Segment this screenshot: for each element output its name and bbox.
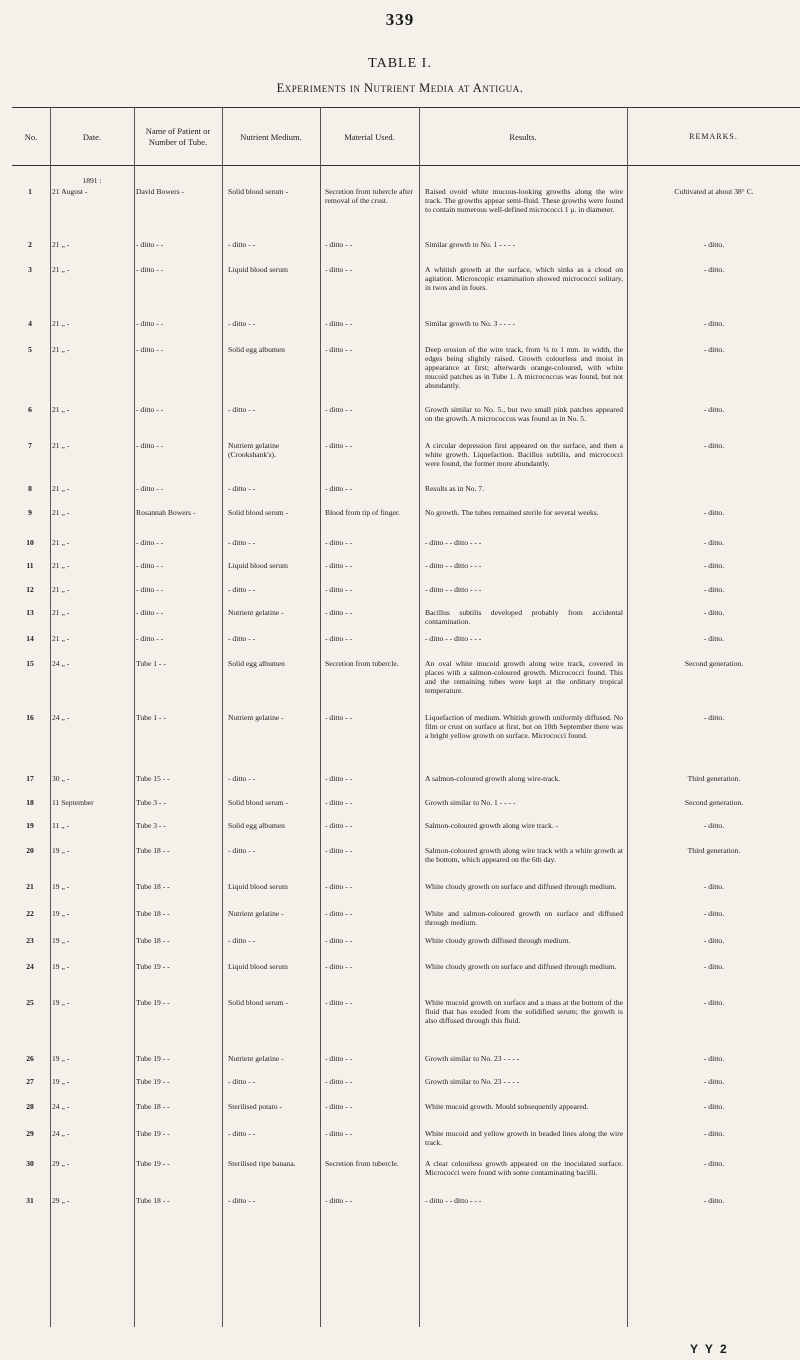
patient-cell: Tube 18 - - bbox=[136, 882, 170, 891]
remarks-cell: - ditto. bbox=[703, 882, 725, 891]
patient-cell: - ditto - - bbox=[136, 345, 164, 354]
date-cell: 21 „ - bbox=[52, 441, 70, 450]
row-number: 8 bbox=[28, 484, 32, 493]
material-cell: Secretion from tubercle. bbox=[325, 1159, 399, 1168]
patient-cell: Tube 19 - - bbox=[136, 1159, 170, 1168]
signature-mark: Y Y 2 bbox=[690, 1342, 729, 1356]
medium-cell: Solid blood serum - bbox=[228, 998, 289, 1007]
row-number: 21 bbox=[26, 882, 34, 891]
date-cell: 21 August - bbox=[52, 187, 88, 196]
results-cell: - ditto - - ditto - - - bbox=[425, 1196, 482, 1205]
results-cell: A salmon-coloured growth along wire-track. bbox=[425, 774, 561, 783]
results-cell: Growth similar to No. 1 - - - - bbox=[425, 798, 516, 807]
material-cell: - ditto - - bbox=[325, 798, 353, 807]
row-number: 4 bbox=[28, 319, 32, 328]
column-divider bbox=[320, 107, 321, 1327]
results-cell: White cloudy growth on surface and diffused through medium. bbox=[425, 882, 617, 891]
results-cell: White cloudy growth on surface and diffused through medium. bbox=[425, 962, 617, 971]
table-title: TABLE I. bbox=[368, 56, 432, 71]
row-number: 3 bbox=[28, 265, 32, 274]
remarks-cell: - ditto. bbox=[703, 1077, 725, 1086]
date-cell: 19 „ - bbox=[52, 962, 70, 971]
results-cell: - ditto - - ditto - - - bbox=[425, 585, 482, 594]
results-cell: A whitish growth at the surface, which sinks as a cloud on agitation. Microscopic examination showed micrococci solitary, in twos and in fours. bbox=[425, 265, 623, 293]
medium-cell: - ditto - - bbox=[228, 585, 256, 594]
medium-cell: Nutrient gelatine - bbox=[228, 608, 284, 617]
medium-cell: Sterilised potato - bbox=[228, 1102, 282, 1111]
row-number: 17 bbox=[26, 774, 34, 783]
medium-cell: Nutrient gelatine - bbox=[228, 909, 284, 918]
row-number: 5 bbox=[28, 345, 32, 354]
date-cell: 21 „ - bbox=[52, 405, 70, 414]
row-number: 22 bbox=[26, 909, 34, 918]
material-cell: Secretion from tubercle after removal of the crust. bbox=[325, 187, 413, 206]
remarks-cell: - ditto. bbox=[703, 240, 725, 249]
row-number: 1 bbox=[28, 187, 32, 196]
remarks-cell: - ditto. bbox=[703, 1054, 725, 1063]
medium-cell: Liquid blood serum bbox=[228, 561, 288, 570]
patient-cell: Tube 18 - - bbox=[136, 846, 170, 855]
medium-cell: - ditto - - bbox=[228, 319, 256, 328]
row-number: 16 bbox=[26, 713, 34, 722]
results-cell: - ditto - - ditto - - - bbox=[425, 561, 482, 570]
material-cell: - ditto - - bbox=[325, 240, 353, 249]
date-cell: 19 „ - bbox=[52, 1054, 70, 1063]
material-cell: - ditto - - bbox=[325, 405, 353, 414]
material-cell: - ditto - - bbox=[325, 774, 353, 783]
medium-cell: - ditto - - bbox=[228, 1196, 256, 1205]
remarks-cell: - ditto. bbox=[703, 1196, 725, 1205]
results-cell: Raised ovoid white mucous-looking growths along the wire track. The growths appear semi-fluid. These growths were found to contain numerous well-defined micrococci 1 μ. in diameter. bbox=[425, 187, 623, 215]
column-divider bbox=[627, 107, 628, 1327]
date-cell: 24 „ - bbox=[52, 1129, 70, 1138]
medium-cell: - ditto - - bbox=[228, 484, 256, 493]
patient-cell: Tube 1 - - bbox=[136, 659, 166, 668]
material-cell: - ditto - - bbox=[325, 936, 353, 945]
header-bottom-rule bbox=[12, 165, 800, 166]
remarks-cell: - ditto. bbox=[703, 1102, 725, 1111]
row-number: 10 bbox=[26, 538, 34, 547]
remarks-cell: - ditto. bbox=[703, 319, 725, 328]
row-number: 15 bbox=[26, 659, 34, 668]
date-cell: 21 „ - bbox=[52, 265, 70, 274]
results-cell: White mucoid and yellow growth in beaded lines along the wire track. bbox=[425, 1129, 623, 1148]
header-date: Date. bbox=[82, 131, 102, 142]
row-number: 30 bbox=[26, 1159, 34, 1168]
results-cell: Growth similar to No. 23 - - - - bbox=[425, 1077, 520, 1086]
date-cell: 19 „ - bbox=[52, 909, 70, 918]
medium-cell: Nutrient gelatine - bbox=[228, 1054, 284, 1063]
patient-cell: Tube 18 - - bbox=[136, 936, 170, 945]
results-cell: A clear colourless growth appeared on the inoculated surface. Micrococci were found with some contaminating bacilli. bbox=[425, 1159, 623, 1178]
date-cell: 21 „ - bbox=[52, 484, 70, 493]
row-number: 11 bbox=[26, 561, 34, 570]
date-cell: 19 „ - bbox=[52, 936, 70, 945]
patient-cell: Tube 3 - - bbox=[136, 821, 166, 830]
date-cell: 24 „ - bbox=[52, 713, 70, 722]
date-cell: 21 „ - bbox=[52, 240, 70, 249]
remarks-cell: - ditto. bbox=[703, 561, 725, 570]
medium-cell: - ditto - - bbox=[228, 405, 256, 414]
patient-cell: - ditto - - bbox=[136, 484, 164, 493]
medium-cell: Solid blood serum - bbox=[228, 187, 289, 196]
header-material: Material Used. bbox=[344, 131, 395, 142]
remarks-cell: Third generation. bbox=[687, 846, 741, 855]
date-cell: 21 „ - bbox=[52, 561, 70, 570]
material-cell: - ditto - - bbox=[325, 1196, 353, 1205]
results-cell: Similar growth to No. 3 - - - - bbox=[425, 319, 516, 328]
remarks-cell: - ditto. bbox=[703, 821, 725, 830]
results-cell: Deep erosion of the wire track, from ¼ to 1 mm. in width, the edges being slightly raised. Growth colourless and moist in appearance at first; afterwards orange-coloured, with white mucoid patches as in Tube 1. A micrococcus was found, but not abundantly. bbox=[425, 345, 623, 391]
row-number: 9 bbox=[28, 508, 32, 517]
material-cell: - ditto - - bbox=[325, 909, 353, 918]
results-cell: Growth similar to No. 23 - - - - bbox=[425, 1054, 520, 1063]
patient-cell: Tube 19 - - bbox=[136, 1129, 170, 1138]
medium-cell: Liquid blood serum bbox=[228, 962, 288, 971]
remarks-cell: Third generation. bbox=[687, 774, 741, 783]
medium-cell: - ditto - - bbox=[228, 634, 256, 643]
results-cell: White mucoid growth. Mould subsequently appeared. bbox=[425, 1102, 589, 1111]
medium-cell: - ditto - - bbox=[228, 774, 256, 783]
material-cell: - ditto - - bbox=[325, 1102, 353, 1111]
row-number: 7 bbox=[28, 441, 32, 450]
results-cell: - ditto - - ditto - - - bbox=[425, 634, 482, 643]
material-cell: Blood from tip of finger. bbox=[325, 508, 400, 517]
results-cell: Growth similar to No. 5., but two small pink patches appeared on the growth. A micrococcus was found as in No. 5. bbox=[425, 405, 623, 424]
results-cell: Results as in No. 7. bbox=[425, 484, 485, 493]
patient-cell: - ditto - - bbox=[136, 538, 164, 547]
medium-cell: - ditto - - bbox=[228, 240, 256, 249]
remarks-cell: - ditto. bbox=[703, 441, 725, 450]
patient-cell: Tube 19 - - bbox=[136, 1054, 170, 1063]
results-cell: An oval white mucoid growth along wire track, covered in places with a salmon-coloured growth. Micrococci found. This and the remaining tubes were kept at the ordinary tropical temperature. bbox=[425, 659, 623, 696]
date-cell: 24 „ - bbox=[52, 1102, 70, 1111]
header-no: No. bbox=[24, 131, 38, 142]
column-divider bbox=[419, 107, 420, 1327]
remarks-cell: - ditto. bbox=[703, 713, 725, 722]
date-cell: 21 „ - bbox=[52, 608, 70, 617]
material-cell: - ditto - - bbox=[325, 265, 353, 274]
date-cell: 19 „ - bbox=[52, 846, 70, 855]
results-cell: Salmon-coloured growth along wire track. - bbox=[425, 821, 559, 830]
date-cell: 29 „ - bbox=[52, 1159, 70, 1168]
date-cell: 21 „ - bbox=[52, 508, 70, 517]
medium-cell: - ditto - - bbox=[228, 1077, 256, 1086]
column-divider bbox=[222, 107, 223, 1327]
remarks-cell: Cultivated at about 38° C. bbox=[674, 187, 754, 196]
patient-cell: David Bowers - bbox=[136, 187, 185, 196]
patient-cell: - ditto - - bbox=[136, 585, 164, 594]
remarks-cell: Second generation. bbox=[684, 798, 744, 807]
row-number: 13 bbox=[26, 608, 34, 617]
row-number: 25 bbox=[26, 998, 34, 1007]
results-cell: A circular depression first appeared on the surface, and then a white growth. Liquefaction. Bacillus subtilis, and micrococci were found, the former more abundantly. bbox=[425, 441, 623, 469]
remarks-cell: - ditto. bbox=[703, 909, 725, 918]
row-number: 24 bbox=[26, 962, 34, 971]
table-caption: Experiments in Nutrient Media at Antigua. bbox=[276, 81, 524, 95]
date-cell: 11 September bbox=[52, 798, 94, 807]
results-cell: Liquefaction of medium. Whitish growth uniformly diffused. No film or crust on surface at first, but on 10th September there was a bright yellow growth on surface. Micrococci found. bbox=[425, 713, 623, 741]
material-cell: - ditto - - bbox=[325, 1054, 353, 1063]
row-number: 14 bbox=[26, 634, 34, 643]
material-cell: - ditto - - bbox=[325, 441, 353, 450]
remarks-cell: - ditto. bbox=[703, 1159, 725, 1168]
date-cell: 21 „ - bbox=[52, 585, 70, 594]
column-divider bbox=[134, 107, 135, 1327]
medium-cell: Solid blood serum - bbox=[228, 798, 289, 807]
medium-cell: Solid egg albumen bbox=[228, 821, 285, 830]
remarks-cell: - ditto. bbox=[703, 538, 725, 547]
row-number: 26 bbox=[26, 1054, 34, 1063]
patient-cell: - ditto - - bbox=[136, 634, 164, 643]
results-cell: Bacillus subtilis developed probably from accidental contamination. bbox=[425, 608, 623, 627]
results-cell: Salmon-coloured growth along wire track with a white growth at the bottom, which appeared on the 6th day. bbox=[425, 846, 623, 865]
page-number: 339 bbox=[385, 10, 415, 29]
remarks-cell: - ditto. bbox=[703, 608, 725, 617]
remarks-cell: - ditto. bbox=[703, 265, 725, 274]
remarks-cell: - ditto. bbox=[703, 936, 725, 945]
patient-cell: Rosannah Bowers - bbox=[136, 508, 196, 517]
patient-cell: Tube 19 - - bbox=[136, 962, 170, 971]
patient-cell: - ditto - - bbox=[136, 561, 164, 570]
row-number: 18 bbox=[26, 798, 34, 807]
patient-cell: - ditto - - bbox=[136, 405, 164, 414]
medium-cell: - ditto - - bbox=[228, 1129, 256, 1138]
patient-cell: - ditto - - bbox=[136, 265, 164, 274]
header-remarks: REMARKS. bbox=[689, 132, 738, 141]
material-cell: - ditto - - bbox=[325, 634, 353, 643]
row-number: 31 bbox=[26, 1196, 34, 1205]
patient-cell: - ditto - - bbox=[136, 319, 164, 328]
material-cell: - ditto - - bbox=[325, 538, 353, 547]
patient-cell: Tube 19 - - bbox=[136, 998, 170, 1007]
row-number: 29 bbox=[26, 1129, 34, 1138]
header-top-rule bbox=[12, 107, 800, 108]
row-number: 12 bbox=[26, 585, 34, 594]
results-cell: White mucoid growth on surface and a mass at the bottom of the fluid that has exuded from the solidified serum; the growth is also diffused through this fluid. bbox=[425, 998, 623, 1026]
material-cell: - ditto - - bbox=[325, 1077, 353, 1086]
row-number: 28 bbox=[26, 1102, 34, 1111]
date-cell: 30 „ - bbox=[52, 774, 70, 783]
material-cell: - ditto - - bbox=[325, 561, 353, 570]
material-cell: - ditto - - bbox=[325, 608, 353, 617]
remarks-cell: - ditto. bbox=[703, 1129, 725, 1138]
date-cell: 21 „ - bbox=[52, 634, 70, 643]
row-number: 2 bbox=[28, 240, 32, 249]
material-cell: - ditto - - bbox=[325, 882, 353, 891]
patient-cell: - ditto - - bbox=[136, 608, 164, 617]
date-cell: 19 „ - bbox=[52, 1077, 70, 1086]
results-cell: - ditto - - ditto - - - bbox=[425, 538, 482, 547]
medium-cell: - ditto - - bbox=[228, 936, 256, 945]
header-patient: Name of Patient or Number of Tube. bbox=[145, 126, 211, 147]
medium-cell: Nutrient gelatine - bbox=[228, 713, 284, 722]
material-cell: - ditto - - bbox=[325, 962, 353, 971]
material-cell: Secretion from tubercle. bbox=[325, 659, 399, 668]
date-cell: 21 „ - bbox=[52, 345, 70, 354]
date-cell: 21 „ - bbox=[52, 319, 70, 328]
header-results: Results. bbox=[509, 131, 537, 142]
material-cell: - ditto - - bbox=[325, 1129, 353, 1138]
results-cell: White and salmon-coloured growth on surface and diffused through medium. bbox=[425, 909, 623, 928]
remarks-cell: - ditto. bbox=[703, 345, 725, 354]
patient-cell: Tube 18 - - bbox=[136, 909, 170, 918]
row-number: 23 bbox=[26, 936, 34, 945]
remarks-cell: - ditto. bbox=[703, 405, 725, 414]
material-cell: - ditto - - bbox=[325, 585, 353, 594]
date-cell: 11 „ - bbox=[52, 821, 70, 830]
patient-cell: Tube 18 - - bbox=[136, 1102, 170, 1111]
date-cell: 29 „ - bbox=[52, 1196, 70, 1205]
results-cell: No growth. The tubes remained sterile for several weeks. bbox=[425, 508, 599, 517]
material-cell: - ditto - - bbox=[325, 821, 353, 830]
patient-cell: Tube 19 - - bbox=[136, 1077, 170, 1086]
date-cell: 19 „ - bbox=[52, 882, 70, 891]
patient-cell: - ditto - - bbox=[136, 441, 164, 450]
material-cell: - ditto - - bbox=[325, 998, 353, 1007]
header-medium: Nutrient Medium. bbox=[240, 131, 302, 142]
patient-cell: - ditto - - bbox=[136, 240, 164, 249]
row-number: 20 bbox=[26, 846, 34, 855]
material-cell: - ditto - - bbox=[325, 713, 353, 722]
material-cell: - ditto - - bbox=[325, 846, 353, 855]
medium-cell: - ditto - - bbox=[228, 846, 256, 855]
medium-cell: Liquid blood serum bbox=[228, 882, 288, 891]
medium-cell: Liquid blood serum bbox=[228, 265, 288, 274]
material-cell: - ditto - - bbox=[325, 345, 353, 354]
patient-cell: Tube 18 - - bbox=[136, 1196, 170, 1205]
patient-cell: Tube 15 - - bbox=[136, 774, 170, 783]
remarks-cell: - ditto. bbox=[703, 508, 725, 517]
medium-cell: - ditto - - bbox=[228, 538, 256, 547]
medium-cell: Solid egg albumen bbox=[228, 345, 285, 354]
remarks-cell: - ditto. bbox=[703, 634, 725, 643]
year-label: 1891 : bbox=[82, 176, 102, 185]
remarks-cell: - ditto. bbox=[703, 998, 725, 1007]
medium-cell: Solid blood serum - bbox=[228, 508, 289, 517]
remarks-cell: - ditto. bbox=[703, 585, 725, 594]
remarks-cell: - ditto. bbox=[703, 962, 725, 971]
results-cell: Similar growth to No. 1 - - - - bbox=[425, 240, 516, 249]
row-number: 27 bbox=[26, 1077, 34, 1086]
row-number: 6 bbox=[28, 405, 32, 414]
column-divider bbox=[50, 107, 51, 1327]
date-cell: 21 „ - bbox=[52, 538, 70, 547]
patient-cell: Tube 3 - - bbox=[136, 798, 166, 807]
row-number: 19 bbox=[26, 821, 34, 830]
results-cell: White cloudy growth diffused through medium. bbox=[425, 936, 571, 945]
material-cell: - ditto - - bbox=[325, 319, 353, 328]
medium-cell: Sterilised ripe banana. bbox=[228, 1159, 296, 1168]
date-cell: 19 „ - bbox=[52, 998, 70, 1007]
date-cell: 24 „ - bbox=[52, 659, 70, 668]
material-cell: - ditto - - bbox=[325, 484, 353, 493]
medium-cell: Solid egg albumen bbox=[228, 659, 285, 668]
medium-cell: Nutrient gelatine (Crookshank's). bbox=[228, 441, 280, 460]
remarks-cell: Second generation. bbox=[684, 659, 744, 668]
patient-cell: Tube 1 - - bbox=[136, 713, 166, 722]
